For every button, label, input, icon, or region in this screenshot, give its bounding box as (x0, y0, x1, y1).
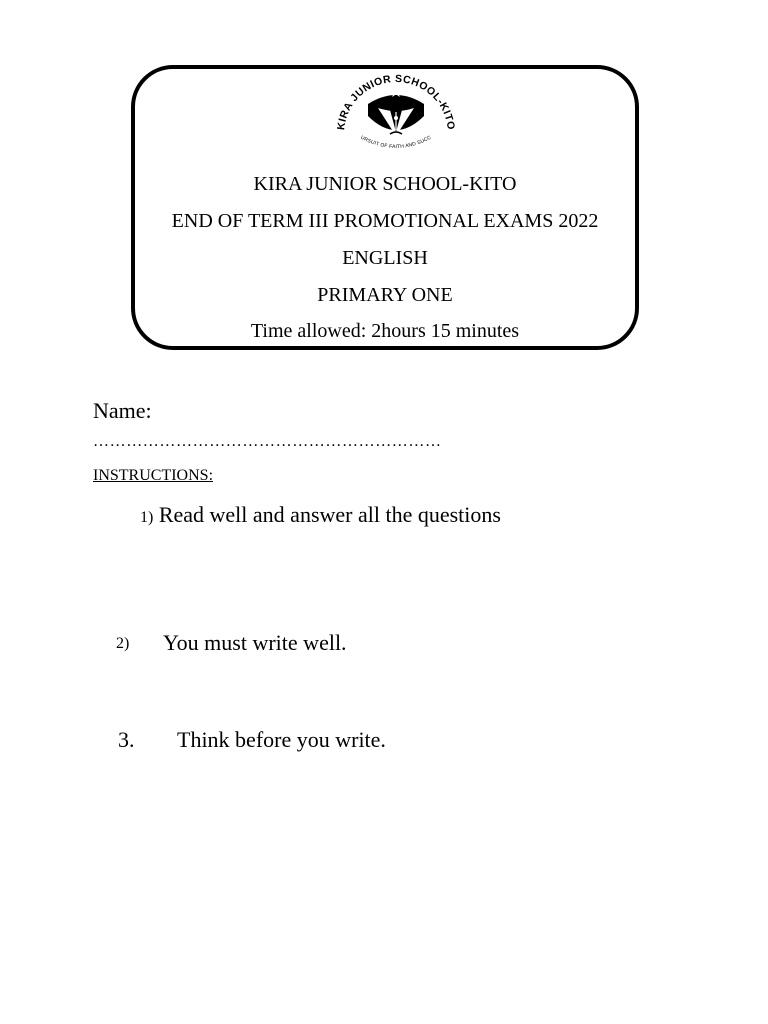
name-input-line[interactable]: ……………………………………………………… (93, 433, 442, 450)
class-level: PRIMARY ONE (317, 284, 453, 306)
name-label: Name: (93, 398, 152, 423)
instruction-number-3: 3. (118, 727, 135, 752)
exam-title: END OF TERM III PROMOTIONAL EXAMS 2022 (171, 210, 599, 232)
school-name: KIRA JUNIOR SCHOOL-KITO (253, 173, 517, 195)
time-allowed: Time allowed: 2hours 15 minutes (250, 320, 520, 342)
instruction-text-3: Think before you write. (177, 727, 386, 752)
instruction-number-1: 1) (140, 509, 154, 526)
svg-text:KIRA JUNIOR SCHOOL-KITO: KIRA JUNIOR SCHOOL-KITO (335, 72, 457, 131)
instruction-item-1 (140, 502, 501, 531)
instructions-heading: INSTRUCTIONS: (93, 467, 214, 484)
instruction-text-2: You must write well. (163, 630, 347, 655)
subject: ENGLISH (342, 247, 428, 269)
school-crest-logo (330, 72, 462, 162)
instruction-text-1: Read well and answer all the questions (158, 502, 501, 527)
svg-text:IN PURSUIT OF FAITH AND SUCCES: URSUIT OF FAITH AND SUCC (359, 134, 433, 151)
instruction-number-2: 2) (116, 635, 130, 652)
